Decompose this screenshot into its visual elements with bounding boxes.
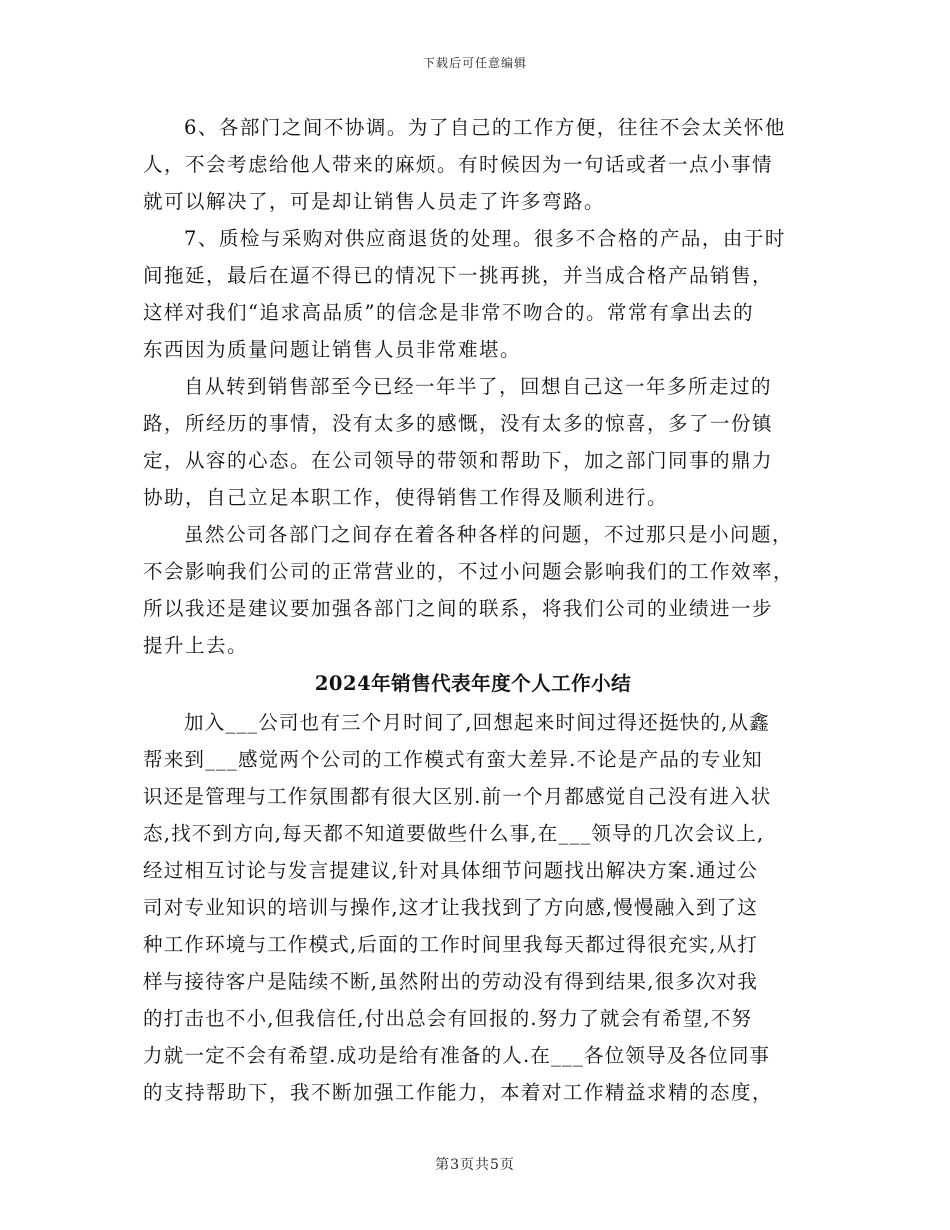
paragraph-suggestion-line-2: 不会影响我们公司的正常营业的，不过小问题会影响我们的工作效率， (143, 560, 795, 583)
section-title: 2024年销售代表年度个人工作小结 (314, 672, 632, 695)
paragraph-suggestion-line-3: 所以我还是建议要加强各部门之间的联系，将我们公司的业绩进一步 (143, 597, 774, 620)
summary-line-5: 经过相互讨论与发言提建议,针对具体细节问题找出解决方案.通过公 (143, 859, 759, 882)
paragraph-7-line-2: 间拖延，最后在逼不得已的情况下一挑再挑，并当成合格产品销售， (143, 264, 774, 287)
paragraph-suggestion-line-4: 提升上去。 (143, 634, 249, 657)
paragraph-reflection-line-1: 自从转到销售部至今已经一年半了，回想自己这一年多所走过的 (184, 375, 773, 398)
page-number-footer: 第3页共5页 (435, 1157, 515, 1173)
paragraph-6-line-2: 人，不会考虑给他人带来的麻烦。有时候因为一句话或者一点小事情 (143, 153, 774, 176)
summary-line-11: 的支持帮助下，我不断加强工作能力，本着对工作精益求精的态度， (143, 1081, 774, 1104)
summary-line-4: 态,找不到方向,每天都不知道要做些什么事,在___领导的几次会议上, (143, 822, 765, 845)
summary-line-9: 的打击也不小,但我信任,付出总会有回报的.努力了就会有希望,不努 (143, 1007, 753, 1030)
paragraph-reflection-line-3: 定，从容的心态。在公司领导的带领和帮助下，加之部门同事的鼎力 (143, 449, 774, 472)
paragraph-6-line-1: 6、各部门之间不协调。为了自己的工作方便，往往不会太关怀他 (184, 116, 786, 139)
summary-line-1: 加入___公司也有三个月时间了,回想起来时间过得还挺快的,从鑫 (184, 711, 770, 734)
summary-line-8: 样与接待客户是陆续不断,虽然附出的劳动没有得到结果,很多次对我 (143, 970, 759, 993)
paragraph-6-line-3: 就可以解决了，可是却让销售人员走了许多弯路。 (143, 190, 606, 213)
page-header-note: 下载后可任意编辑 (422, 56, 527, 70)
paragraph-reflection-line-2: 路，所经历的事情，没有太多的感慨，没有太多的惊喜，多了一份镇 (143, 412, 774, 435)
paragraph-7-line-1: 7、质检与采购对供应商退货的处理。很多不合格的产品，由于时 (184, 227, 786, 250)
summary-line-6: 司对专业知识的培训与操作,这才让我找到了方向感,慢慢融入到了这 (143, 896, 759, 919)
summary-line-10: 力就一定不会有希望.成功是给有准备的人.在___各位领导及各位同事 (143, 1044, 771, 1067)
paragraph-7-line-3: 这样对我们“追求高品质”的信念是非常不吻合的。常常有拿出去的 (143, 301, 754, 324)
paragraph-suggestion-line-1: 虽然公司各部门之间存在着各种各样的问题，不过那只是小问题， (184, 523, 794, 546)
document-body (143, 109, 803, 1111)
summary-line-7: 种工作环境与工作模式,后面的工作时间里我每天都过得很充实,从打 (143, 933, 759, 956)
summary-line-2: 帮来到___感觉两个公司的工作模式有蛮大差异.不论是产品的专业知 (143, 748, 763, 771)
paragraph-7-line-4: 东西因为质量问题让销售人员非常难堪。 (143, 338, 522, 361)
summary-line-3: 识还是管理与工作氛围都有很大区别.前一个月都感觉自己没有进入状 (143, 785, 772, 808)
paragraph-reflection-line-4: 协助，自己立足本职工作，使得销售工作得及顺利进行。 (143, 486, 669, 509)
